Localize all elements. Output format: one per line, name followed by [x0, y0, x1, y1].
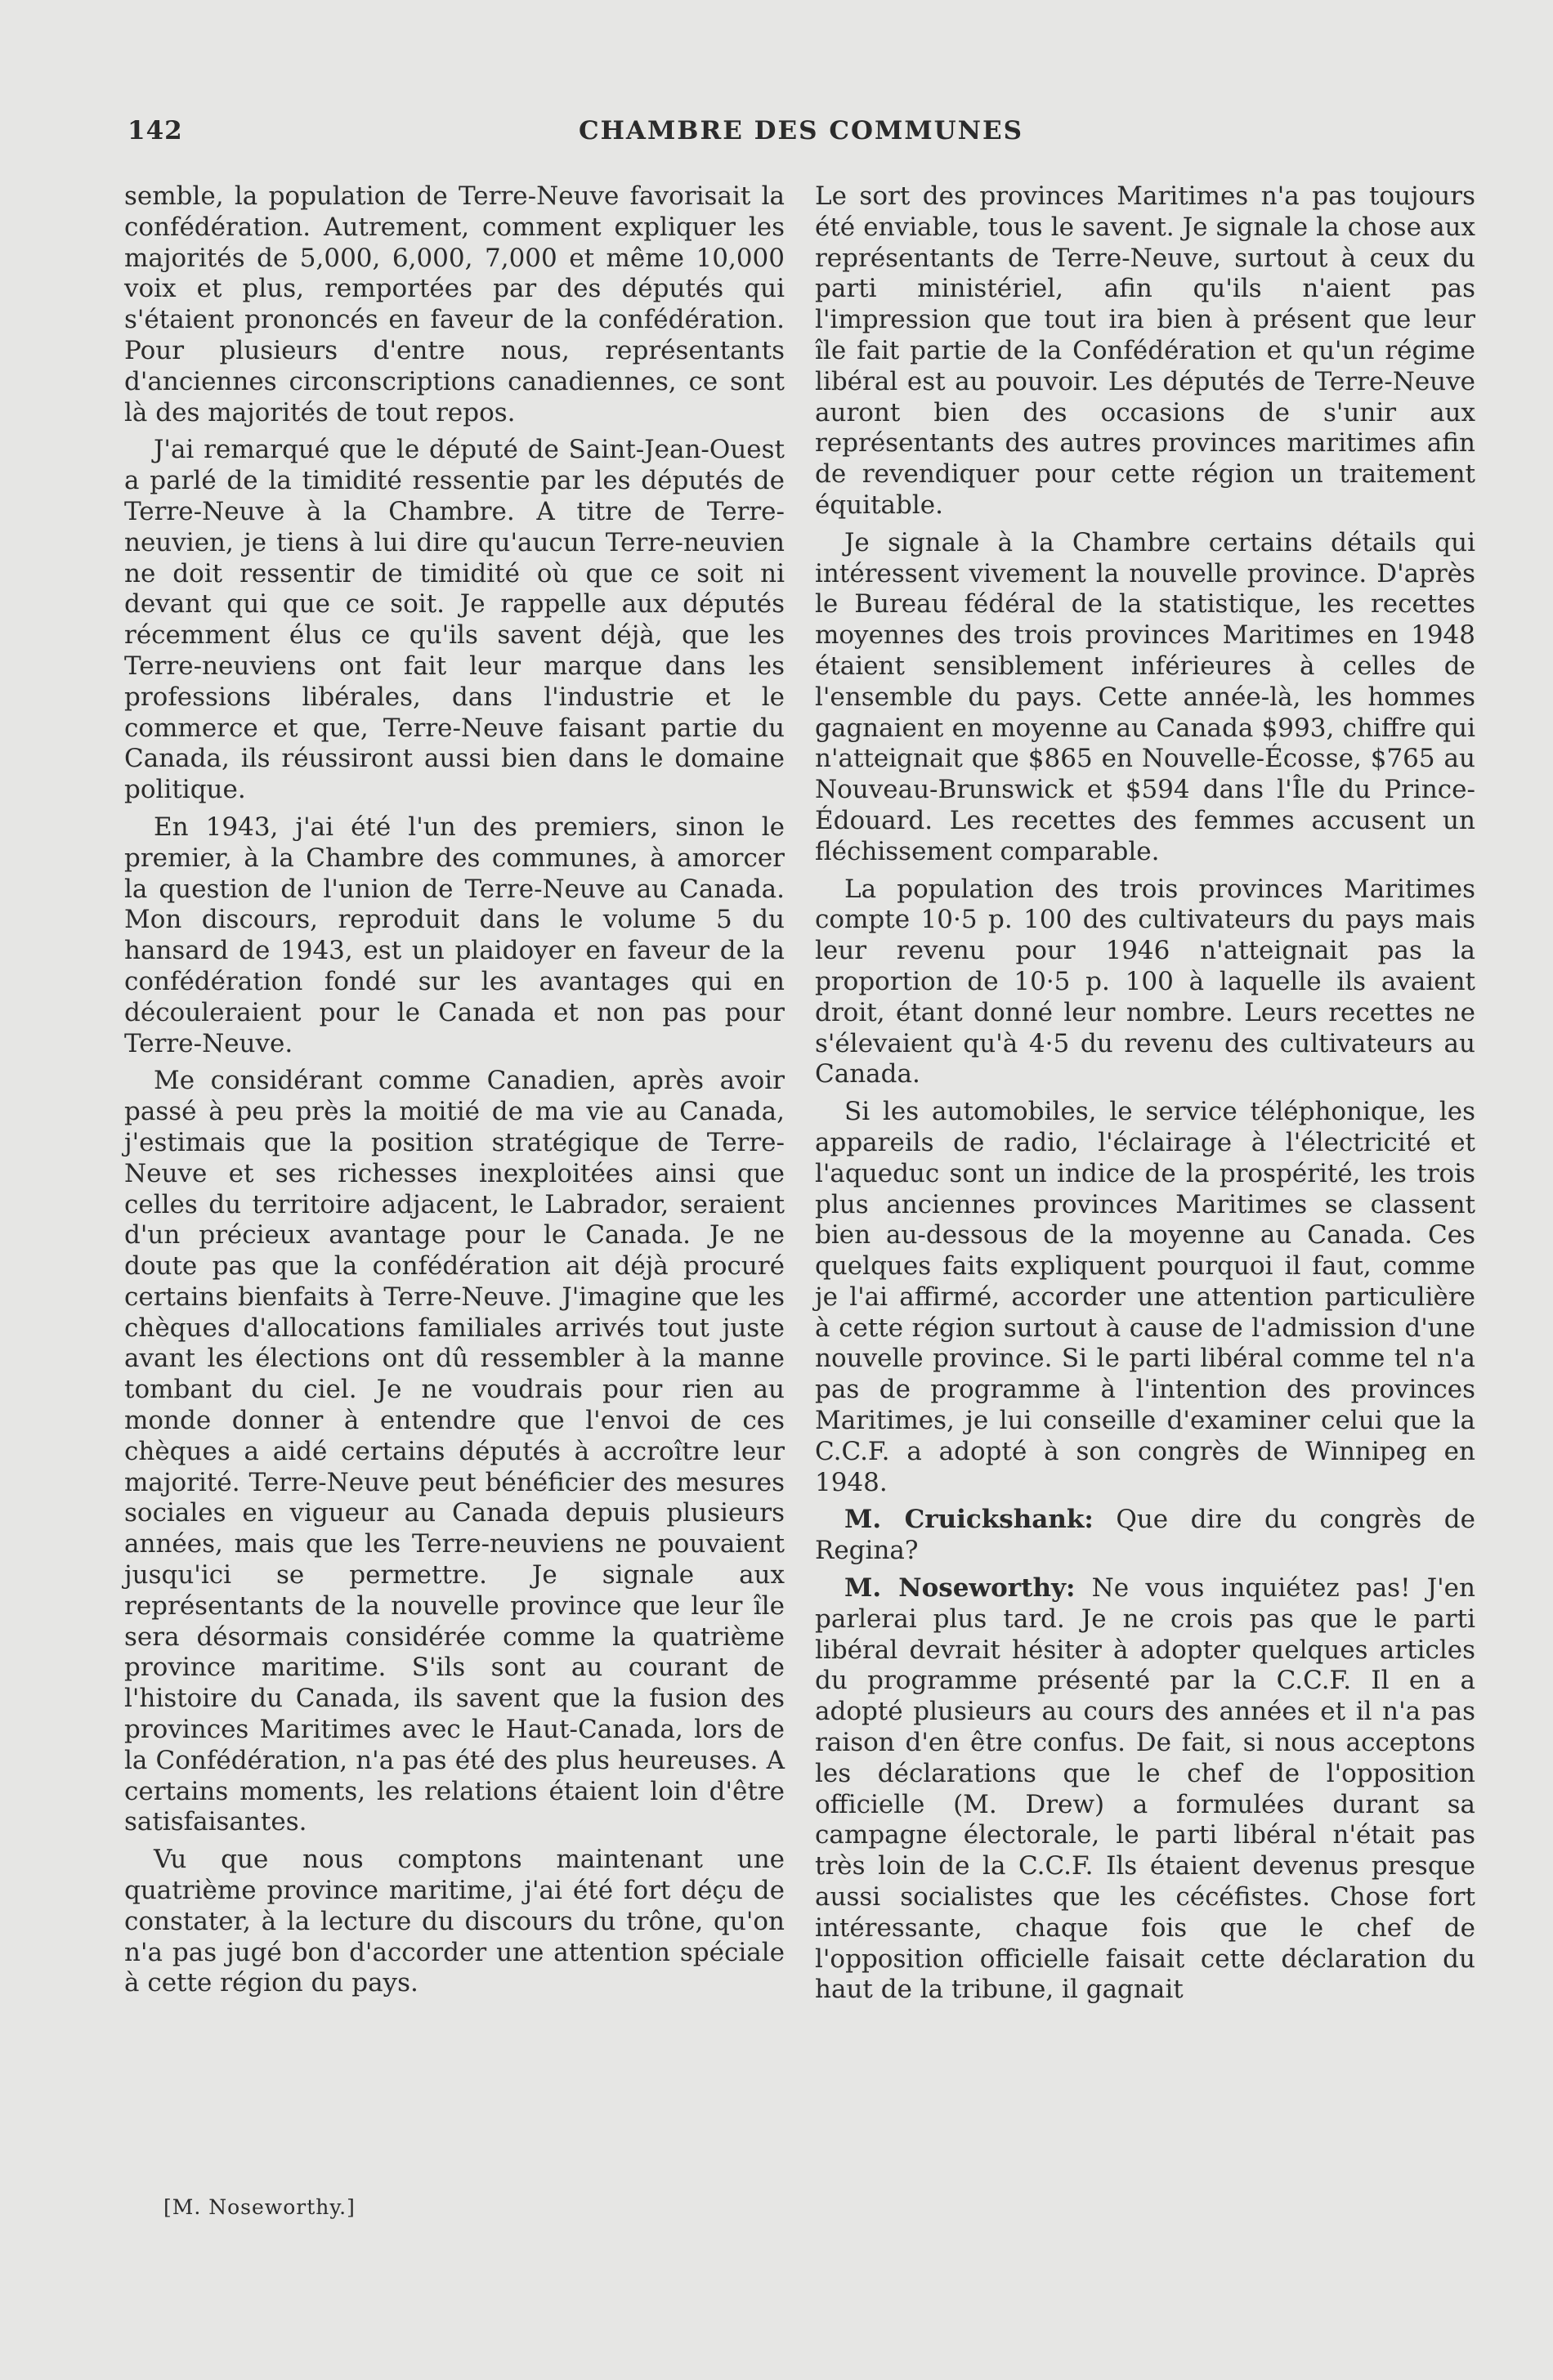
speech-text: Que dire du congrès de Regina? [815, 1505, 1475, 1566]
paragraph: Vu que nous comptons maintenant une quatrième province maritime, j'ai été fort déçu de constater, à la lecture du discours du trône, qu'on n'a pas jugé bon d'accorder une attention spéciale à cette région du pays. [124, 1845, 785, 1998]
right-column [815, 181, 1475, 2012]
speaker-name: M. Noseworthy: [844, 1573, 1076, 1604]
speaker-name: M. Cruickshank: [844, 1505, 1094, 1535]
speaker-attribution: [M. Noseworthy.] [163, 2195, 356, 2219]
left-column [124, 181, 785, 2006]
paragraph: Le sort des provinces Maritimes n'a pas toujours été enviable, tous le savent. Je signale la chose aux représentants de Terre-Neuve, surtout à ceux du parti ministériel, afin qu'ils n'aient pas l'impression que tout ira bien à présent que leur île fait partie de la Confédération et qu'un régime libéral est au pouvoir. Les députés de Terre-Neuve auront bien des occasions de s'unir aux représentants des autres provinces maritimes afin de revendiquer pour cette région un traitement équitable. [815, 181, 1475, 520]
paragraph: Si les automobiles, le service téléphonique, les appareils de radio, l'éclairage à l'électricité et l'aqueduc sont un indice de la prospérité, les trois plus anciennes provinces Maritimes se classent bien au-dessous de la moyenne au Canada. Ces quelques faits expliquent pourquoi il faut, comme je l'ai affirmé, accorder une attention particulière à cette région surtout à cause de l'admission d'une nouvelle province. Si le parti libéral comme tel n'a pas de programme à l'intention des provinces Maritimes, je lui conseille d'examiner celui que la C.C.F. a adopté à son congrès de Winnipeg en 1948. [815, 1097, 1475, 1497]
page-header [123, 116, 1479, 152]
paragraph: Me considérant comme Canadien, après avoir passé à peu près la moitié de ma vie au Canada, j'estimais que la position stratégique de Terre-Neuve et ses richesses inexploitées ainsi que celles du territoire adjacent, le Labrador, seraient d'un précieux avantage pour le Canada. Je ne doute pas que la confédération ait déjà procuré certains bienfaits à Terre-Neuve. J'imagine que les chèques d'allocations familiales arrivés tout juste avant les élections ont dû ressembler à la manne tombant du ciel. Je ne voudrais pour rien au monde donner à entendre que l'envoi de ces chèques a aidé certains députés à accroître leur majorité. Terre-Neuve peut bénéficier des mesures sociales en vigueur au Canada depuis plusieurs années, mais que les Terre-neuviens ne pouvaient jusqu'ici se permettre. Je signale aux représentants de la nouvelle province que leur île sera désormais considérée comme la quatrième province maritime. S'ils sont au courant de l'histoire du Canada, ils savent que la fusion des provinces Maritimes avec le Haut-Canada, lors de la Confédération, n'a pas été des plus heureuses. A certains moments, les relations étaient loin d'être satisfaisantes. [124, 1066, 785, 1837]
speech-noseworthy [815, 1573, 1475, 2006]
paragraph: J'ai remarqué que le député de Saint-Jean-Ouest a parlé de la timidité ressentie par les députés de Terre-Neuve à la Chambre. A titre de Terre-neuvien, je tiens à lui dire qu'aucun Terre-neuvien ne doit ressentir de timidité où que ce soit ni devant qui que ce soit. Je rappelle aux députés récemment élus ce qu'ils savent déjà, que les Terre-neuviens ont fait leur marque dans les professions libérales, dans l'industrie et le commerce et que, Terre-Neuve faisant partie du Canada, ils réussiront aussi bien dans le domaine politique. [124, 435, 785, 805]
paragraph: Je signale à la Chambre certains détails qui intéressent vivement la nouvelle province. D'après le Bureau fédéral de la statistique, les recettes moyennes des trois provinces Maritimes en 1948 étaient sensiblement inférieures à celles de l'ensemble du pays. Cette année-là, les hommes gagnaient en moyenne au Canada $993, chiffre qui n'atteignait que $865 en Nouvelle-Écosse, $765 au Nouveau-Brunswick et $594 dans l'Île du Prince-Édouard. Les recettes des femmes accusent un fléchissement comparable. [815, 527, 1475, 866]
speech-text: Ne vous inquiétez pas! J'en parlerai plus tard. Je ne crois pas que le parti libéral devrait hésiter à adopter quelques articles du programme présenté par la C.C.F. Il en a adopté plusieurs au cours des années et il n'a pas raison d'en être confus. De fait, si nous acceptons les déclarations que le chef de l'opposition officielle (M. Drew) a formulées durant sa campagne électorale, le parti libéral n'était pas très loin de la C.C.F. Ils étaient devenus presque aussi socialistes que les cécéfistes. Chose fort intéressante, chaque fois que le chef de l'opposition officielle faisait cette déclaration du haut de la tribune, il gagnait [815, 1573, 1475, 2005]
paragraph: La population des trois provinces Maritimes compte 10·5 p. 100 des cultivateurs du pays mais leur revenu pour 1946 n'atteignait pas la proportion de 10·5 p. 100 à laquelle ils avaient droit, étant donné leur nombre. Leurs recettes ne s'élevaient qu'à 4·5 du revenu des cultivateurs au Canada. [815, 874, 1475, 1089]
page-number: 142 [128, 116, 183, 145]
running-title: CHAMBRE DES COMMUNES [578, 116, 1024, 145]
paragraph: semble, la population de Terre-Neuve favorisait la confédération. Autrement, comment expliquer les majorités de 5,000, 6,000, 7,000 et même 10,000 voix et plus, remportées par des députés qui s'étaient prononcés en faveur de la confédération. Pour plusieurs d'entre nous, représentants d'anciennes circonscriptions canadiennes, ce sont là des majorités de tout repos. [124, 181, 785, 427]
paragraph: En 1943, j'ai été l'un des premiers, sinon le premier, à la Chambre des communes, à amorcer la question de l'union de Terre-Neuve au Canada. Mon discours, reproduit dans le volume 5 du hansard de 1943, est un plaidoyer en faveur de la confédération fondé sur les avantages qui en découleraient pour le Canada et non pas pour Terre-Neuve. [124, 812, 785, 1058]
speech-cruickshank [815, 1505, 1475, 1567]
